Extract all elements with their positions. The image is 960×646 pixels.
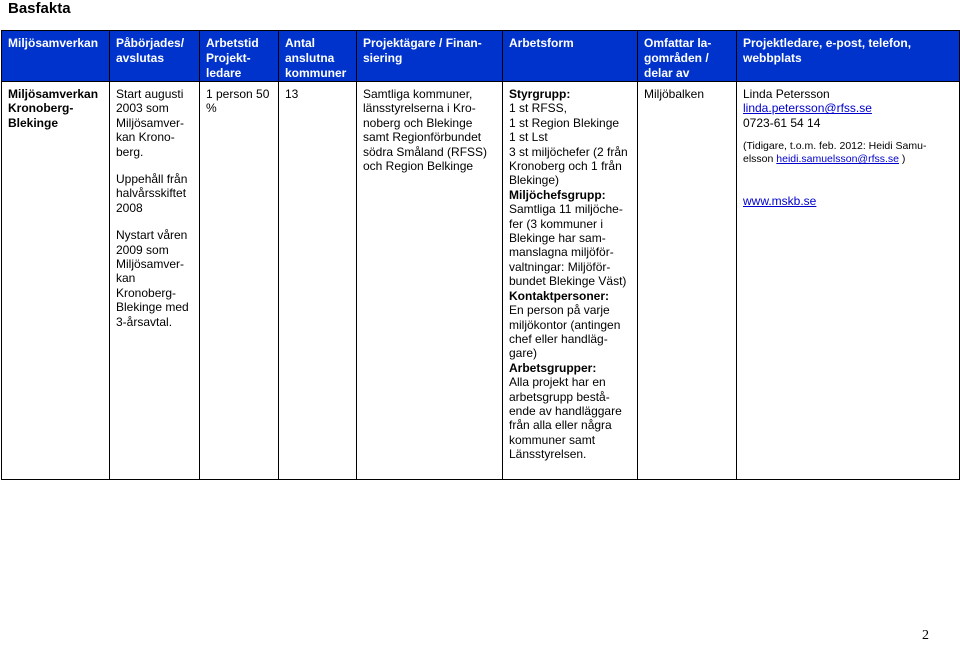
page-title: Basfakta bbox=[8, 0, 71, 17]
cell-municipality-count: 13 bbox=[279, 82, 357, 480]
cell-law-areas: Miljöbalken bbox=[638, 82, 737, 480]
header-municipality-count: Antal anslutna kommuner bbox=[279, 31, 357, 82]
header-project-leader: Projektledare, e-post, telefon, webbplats bbox=[737, 31, 960, 82]
cell-owner-financing: Samtliga kommuner, länsstyrelserna i Kro-noberg och Blekinge samt Regionförbundet södra Småland (RFSS) och Region Belkinge bbox=[357, 82, 503, 480]
header-started: Påbörjades/ avslutas bbox=[110, 31, 200, 82]
cell-project-leader bbox=[737, 82, 960, 480]
steering-group-line-2: 1 st Region Blekinge bbox=[509, 115, 620, 130]
contact-persons-text: En person på varje miljökontor (antingen chef eller handläg-gare) bbox=[509, 303, 621, 361]
table-header-row bbox=[2, 31, 960, 82]
contact-persons-label: Kontaktpersoner: bbox=[509, 288, 610, 303]
steering-group-label: Styrgrupp: bbox=[509, 87, 571, 101]
work-groups-text: Alla projekt har en arbetsgrupp bestå-ende av handläggare från alla eller några kommuner samt Länsstyrelsen. bbox=[509, 375, 622, 462]
steering-group-line-4: 3 st miljöchefer (2 från Kronoberg och 1 från Blekinge) bbox=[509, 144, 628, 188]
earlier-leader-note bbox=[743, 140, 954, 166]
leader-phone: 0723-61 54 14 bbox=[743, 115, 821, 130]
pause-text: Uppehåll från halvårsskiftet 2008 bbox=[116, 172, 188, 215]
collaboration-name: Miljösamverkan Kronoberg-Blekinge bbox=[8, 87, 99, 130]
start-text: Start augusti 2003 som Miljösamver-kan Krono-berg. bbox=[116, 87, 185, 159]
restart-text: Nystart våren 2009 som Miljösamver-kan Kronoberg-Blekinge med 3-årsavtal. bbox=[116, 228, 189, 329]
steering-group-line-1: 1 st RFSS, bbox=[509, 101, 568, 116]
cell-name bbox=[2, 82, 110, 480]
leader-name: Linda Petersson bbox=[743, 87, 830, 101]
header-work-form: Arbetsform bbox=[503, 31, 638, 82]
cell-work-form bbox=[503, 82, 638, 480]
website-link[interactable]: www.mskb.se bbox=[743, 194, 817, 209]
page-number: 2 bbox=[922, 628, 929, 643]
steering-group-line-3: 1 st Lst bbox=[509, 130, 548, 145]
leader-email-link[interactable]: linda.petersson@rfss.se bbox=[743, 101, 872, 116]
basfakta-table bbox=[1, 30, 960, 480]
earlier-leader-email-link[interactable]: heidi.samuelsson@rfss.se bbox=[776, 153, 899, 166]
work-groups-label: Arbetsgrupper: bbox=[509, 360, 597, 375]
earlier-leader-suffix: ) bbox=[899, 153, 906, 166]
header-miljosamverkan: Miljösamverkan bbox=[2, 31, 110, 82]
earlier-leader-prefix: (Tidigare, t.o.m. feb. 2012: Heidi Samu-elsson bbox=[743, 140, 927, 166]
chief-group-label: Miljöchefsgrupp: bbox=[509, 187, 606, 202]
cell-started bbox=[110, 82, 200, 480]
chief-group-text: Samtliga 11 miljöche-fer (3 kommuner i Blekinge har sam-manslagna miljöför-valtningar: Miljöför-bundet Blekinge Väst) bbox=[509, 202, 627, 289]
header-worktime: Arbetstid Projekt-ledare bbox=[200, 31, 279, 82]
header-owner-financing: Projektägare / Finan-siering bbox=[357, 31, 503, 82]
cell-worktime: 1 person 50 % bbox=[200, 82, 279, 480]
header-law-areas: Omfattar la-gområden / delar av bbox=[638, 31, 737, 82]
table-row bbox=[2, 82, 960, 480]
